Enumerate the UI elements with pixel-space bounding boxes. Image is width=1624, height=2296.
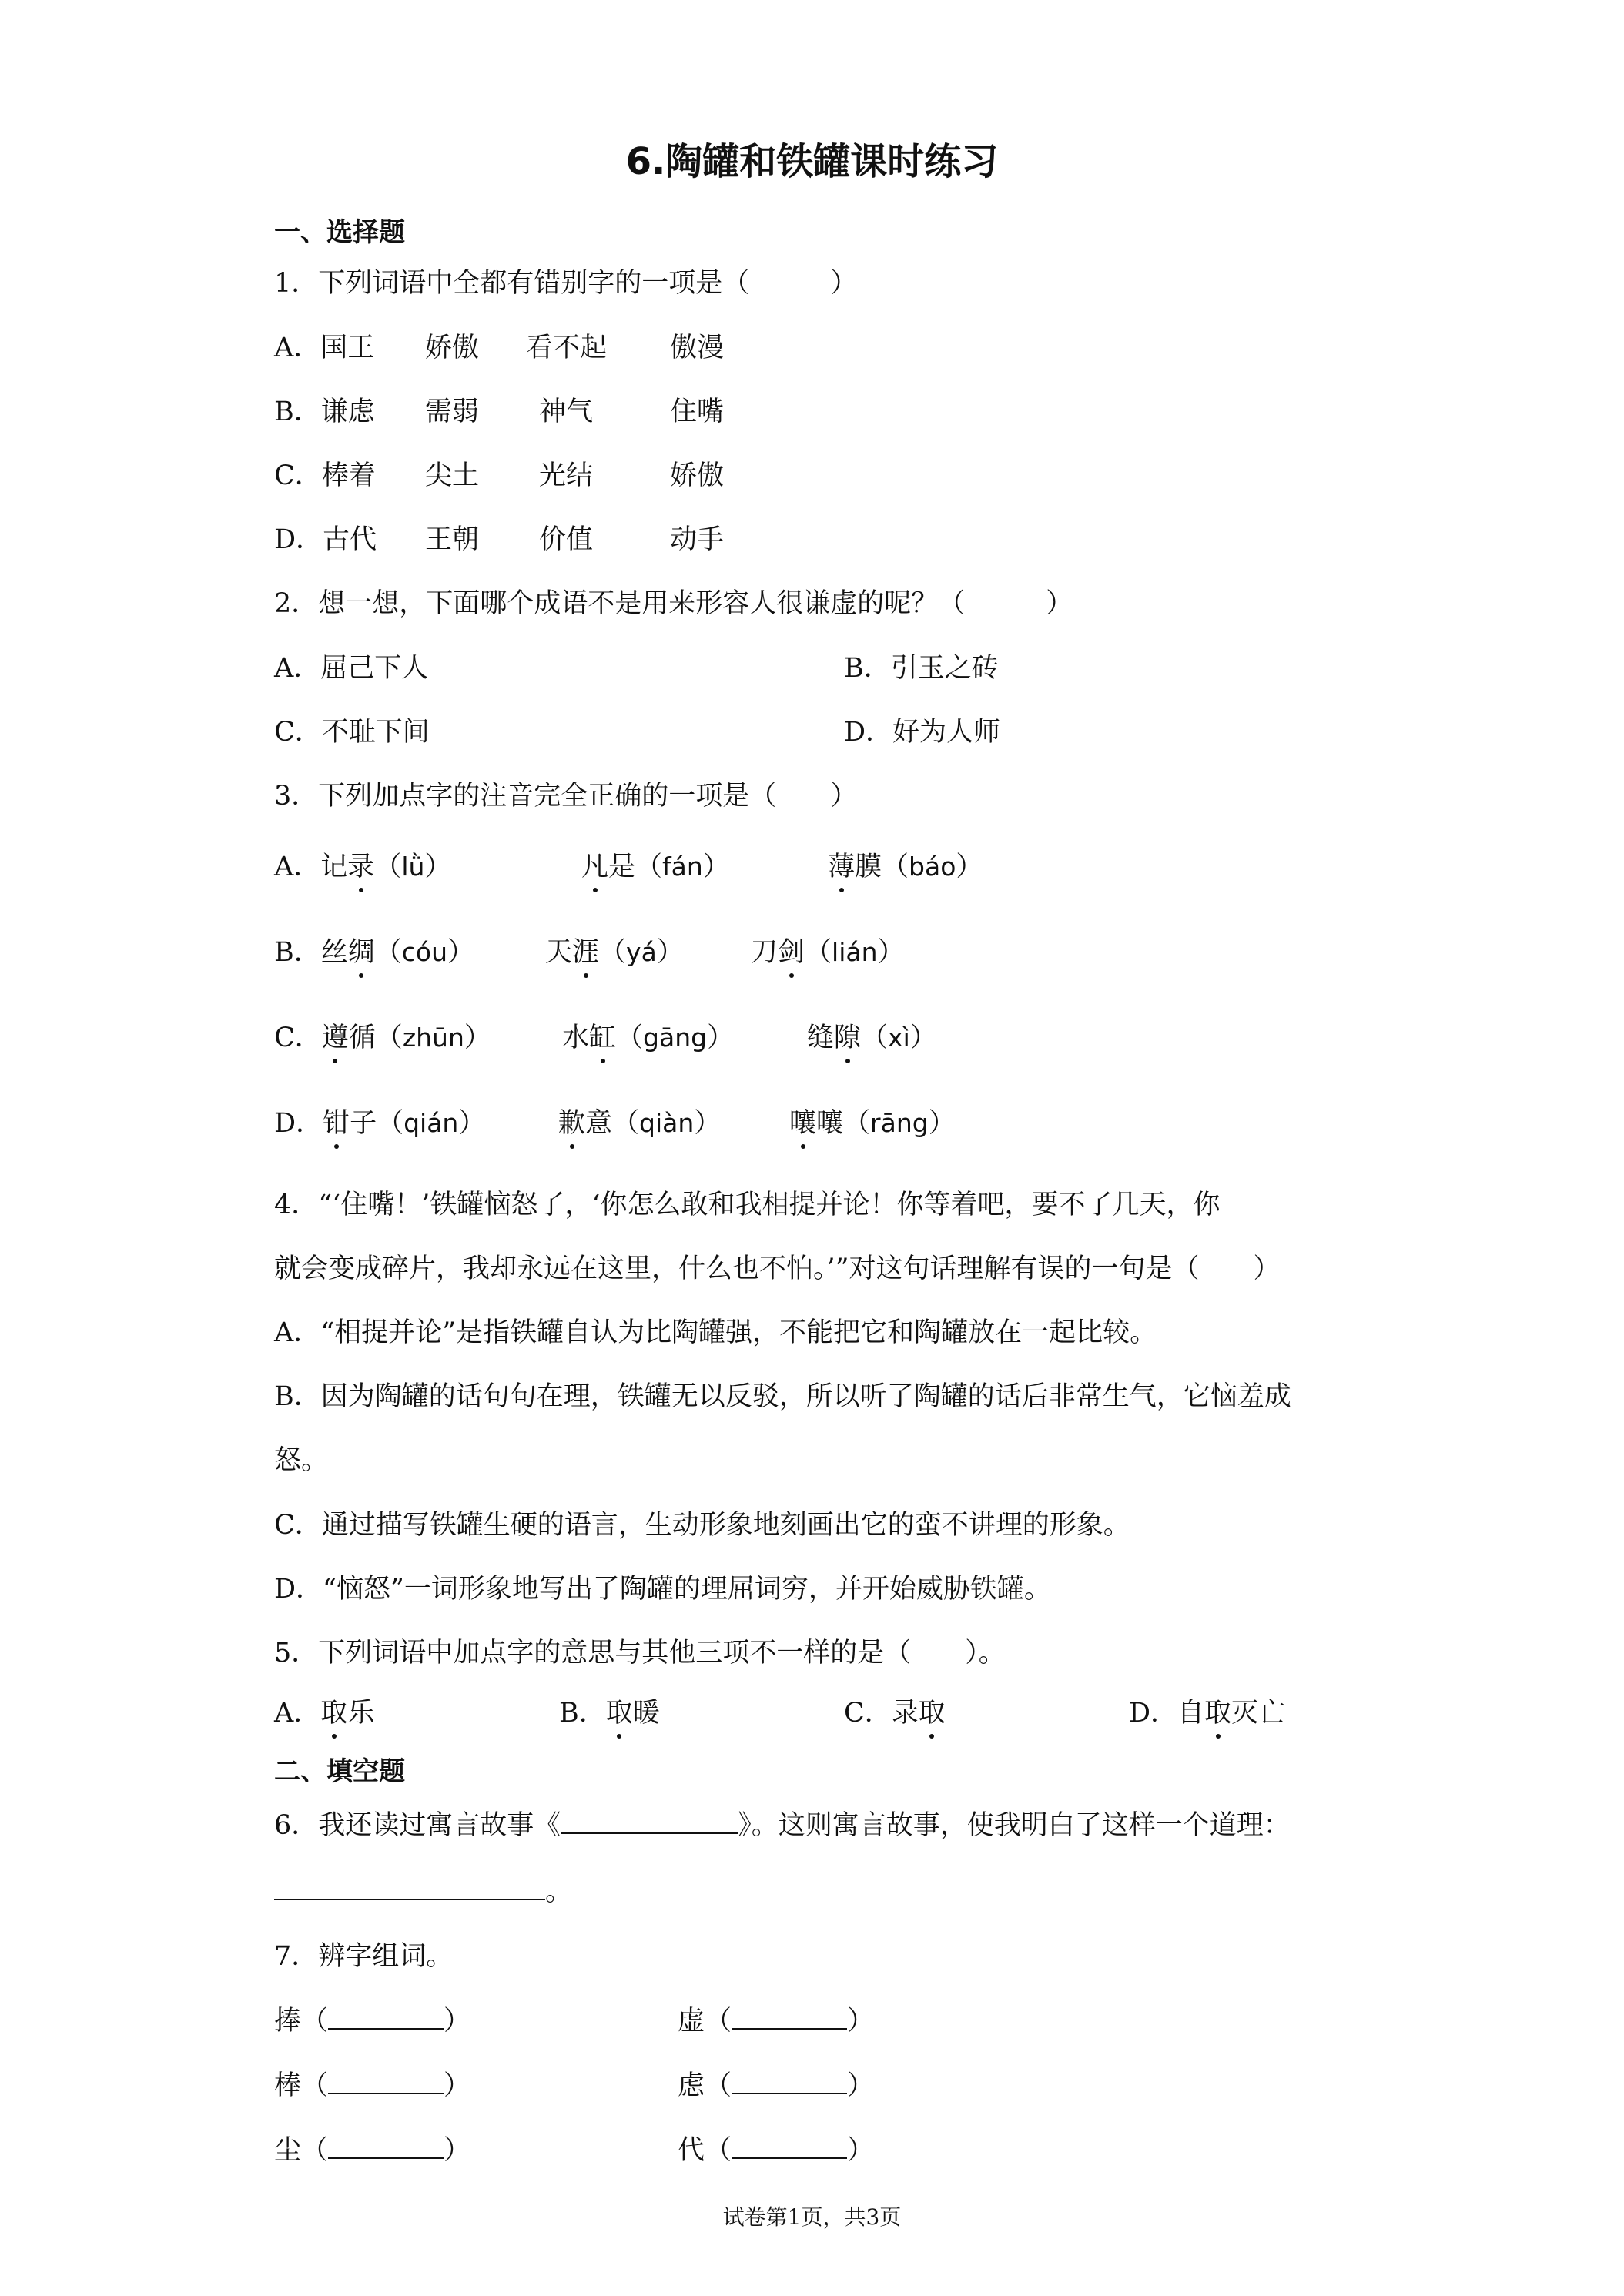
q1-option-b-4: 住嘴 (670, 397, 725, 427)
q1-option-a-3: 看不起 (526, 333, 608, 363)
emphasis-dot-char: 歉 (558, 1105, 585, 1142)
q3-option-c-3: 缝隙（xì） (807, 1019, 937, 1056)
q5-option-b: B．取暖 (559, 1695, 660, 1732)
q1-option-a-4: 傲漫 (670, 333, 725, 363)
emphasis-dot-char: 取 (320, 1695, 347, 1732)
q1-option-b-2: 需弱 (425, 397, 480, 427)
question-7-stem: 7．辨字组词。 (274, 1941, 454, 1972)
q2-option-b: B．引玉之砖 (844, 653, 999, 684)
q2-option-c: C．不耻下间 (274, 717, 430, 748)
word-blank[interactable] (732, 2131, 847, 2159)
question-6-line-1: 6．我还读过寓言故事《 》。这则寓言故事，使我明白了这样一个道理： (274, 1806, 1291, 1844)
q3-option-d-1: D．钳子（qián） (274, 1105, 485, 1142)
emphasis-dot-char: 取 (1204, 1695, 1231, 1732)
q1-option-b-3: 神气 (539, 397, 594, 427)
q3-option-a-3: 薄膜（báo） (828, 848, 983, 885)
q1-option-d-2: 王朝 (425, 524, 480, 555)
q7-item-left-1: 捧（ ） (274, 2002, 470, 2040)
q3-option-c-1: C．遵循（zhūn） (274, 1019, 491, 1056)
emphasis-dot-char: 录 (347, 848, 374, 885)
q3-option-b-2: 天涯（yá） (545, 934, 684, 971)
q4-option-c: C．通过描写铁罐生硬的语言，生动形象地刻画出它的蛮不讲理的形象。 (274, 1510, 1130, 1541)
q1-option-c-3: 光结 (539, 460, 594, 491)
section-fill-heading: 二、填空题 (274, 1756, 405, 1787)
q1-option-d-4: 动手 (670, 524, 725, 555)
question-4-stem-line-2: 就会变成碎片，我却永远在这里，什么也不怕。’”对这句话理解有误的一句是（ ） (274, 1253, 1281, 1284)
q3-option-d-2: 歉意（qiàn） (558, 1105, 721, 1142)
q1-option-c-4: 娇傲 (670, 460, 725, 491)
q4-option-b-line-1: B．因为陶罐的话句句在理，铁罐无以反驳，所以听了陶罐的话后非常生气，它恼羞成 (274, 1381, 1291, 1412)
q3-option-d-3: 嚷嚷（rāng） (789, 1105, 956, 1142)
q3-option-a-2: 凡是（fán） (581, 848, 730, 885)
q3-option-a-1: A．记录（lǜ） (274, 848, 451, 885)
q5-option-a: A．取乐 (274, 1695, 374, 1732)
emphasis-dot-char: 凡 (581, 848, 608, 885)
q3-option-c-2: 水缸（gāng） (562, 1019, 734, 1056)
emphasis-dot-char: 隙 (834, 1019, 861, 1056)
q1-option-a-2: 娇傲 (425, 333, 480, 363)
question-4-stem-line-1: 4．“‘住嘴！’铁罐恼怒了，‘你怎么敢和我相提并论！你等着吧，要不了几天，你 (274, 1190, 1221, 1220)
q1-option-d-1: D．古代 (274, 524, 377, 555)
word-blank[interactable] (328, 2002, 444, 2030)
word-blank[interactable] (328, 2131, 444, 2159)
emphasis-dot-char: 取 (919, 1695, 946, 1732)
emphasis-dot-char: 嚷 (789, 1105, 816, 1142)
emphasis-dot-char: 涯 (572, 934, 599, 971)
word-blank[interactable] (328, 2067, 444, 2094)
q1-option-d-3: 价值 (539, 524, 594, 555)
question-1-stem: 1．下列词语中全都有错别字的一项是（ ） (274, 268, 858, 299)
emphasis-dot-char: 薄 (828, 848, 855, 885)
section-choice-heading: 一、选择题 (274, 217, 405, 248)
q7-item-right-1: 虚（ ） (678, 2002, 874, 2040)
emphasis-dot-char: 剑 (778, 934, 805, 971)
page-footer: 试卷第1页，共3页 (722, 2204, 902, 2230)
q1-option-c-1: C．棒着 (274, 460, 376, 491)
q2-option-d: D．好为人师 (844, 717, 1001, 748)
story-name-blank[interactable] (561, 1806, 738, 1834)
emphasis-dot-char: 缸 (589, 1019, 616, 1056)
word-blank[interactable] (732, 2067, 847, 2094)
q4-option-a: A．“相提并论”是指铁罐自认为比陶罐强，不能把它和陶罐放在一起比较。 (274, 1317, 1157, 1348)
q4-option-b-line-2: 怒。 (274, 1445, 329, 1476)
q1-option-a-1: A．国王 (274, 333, 375, 363)
q2-option-a: A．屈己下人 (274, 653, 429, 684)
lesson-blank[interactable] (274, 1873, 545, 1900)
q7-item-right-2: 虑（ ） (678, 2067, 874, 2104)
q5-option-d: D．自取灭亡 (1129, 1695, 1285, 1732)
question-5-stem: 5．下列词语中加点字的意思与其他三项不一样的是（ ）。 (274, 1638, 1006, 1668)
q3-option-b-3: 刀剑（lián） (751, 934, 905, 971)
q7-item-left-2: 棒（ ） (274, 2067, 470, 2104)
q4-option-d: D．“恼怒”一词形象地写出了陶罐的理屈词穷，并开始威胁铁罐。 (274, 1574, 1051, 1605)
q7-item-right-3: 代（ ） (678, 2131, 874, 2169)
emphasis-dot-char: 遵 (322, 1019, 349, 1056)
question-3-stem: 3．下列加点字的注音完全正确的一项是（ ） (274, 781, 858, 812)
question-6-line-2: 。 (274, 1873, 572, 1910)
q3-option-b-1: B．丝绸（cóu） (274, 934, 474, 971)
page-title: 6.陶罐和铁罐课时练习 (625, 140, 999, 183)
question-2-stem: 2．想一想，下面哪个成语不是用来形容人很谦虚的呢？（ ） (274, 588, 1073, 619)
q1-option-c-2: 尖土 (425, 460, 480, 491)
word-blank[interactable] (732, 2002, 847, 2030)
q1-option-b-1: B．谦虑 (274, 397, 375, 427)
emphasis-dot-char: 钳 (323, 1105, 350, 1142)
emphasis-dot-char: 取 (606, 1695, 633, 1732)
q5-option-c: C．录取 (844, 1695, 946, 1732)
emphasis-dot-char: 绸 (348, 934, 375, 971)
q7-item-left-3: 尘（ ） (274, 2131, 470, 2169)
